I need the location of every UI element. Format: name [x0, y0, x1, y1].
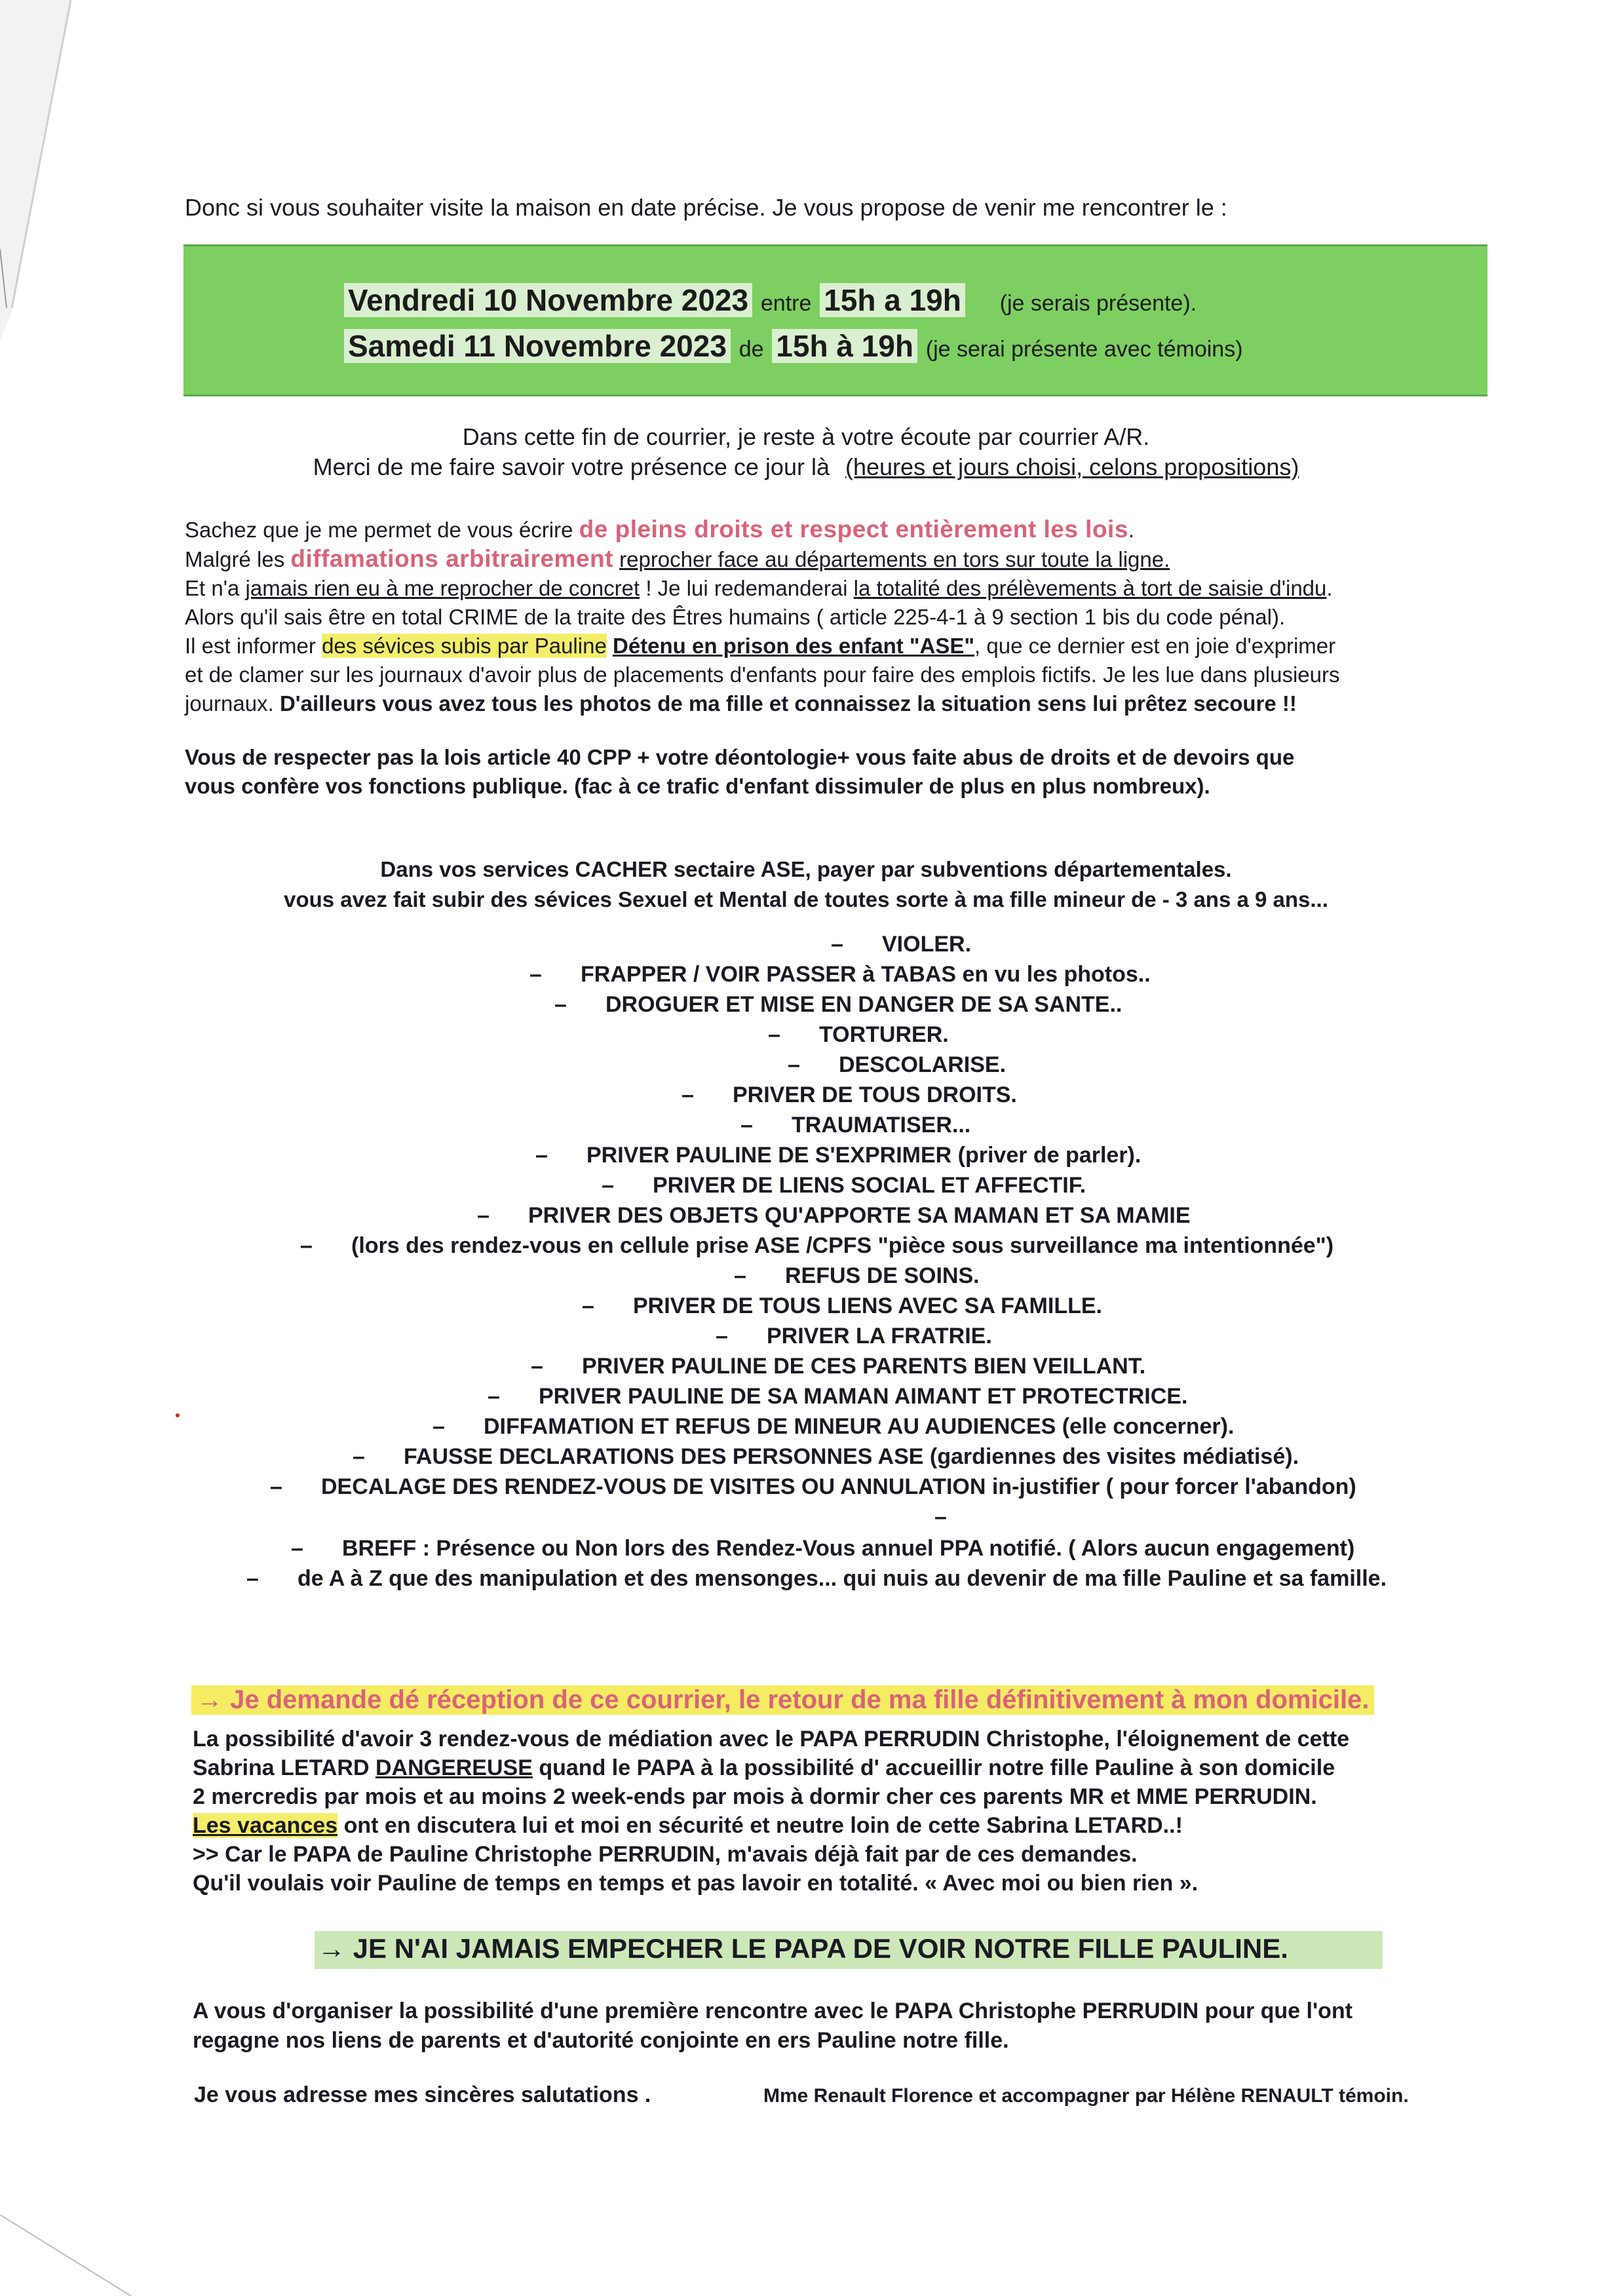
list-item: PRIVER DE TOUS DROITS.: [733, 1082, 1017, 1107]
demand-paragraph: [193, 1725, 1503, 1898]
demand-line4: [193, 1811, 1503, 1840]
list-item: DIFFAMATION ET REFUS DE MINEUR AU AUDIENCES (elle concerner).: [484, 1414, 1235, 1439]
list-item-dash: –: [602, 1173, 614, 1198]
list-item: PRIVER PAULINE DE CES PARENTS BIEN VEILLANT.: [582, 1354, 1146, 1379]
list-item: DROGUER ET MISE EN DANGER DE SA SANTE..: [605, 992, 1123, 1017]
para1-line3: [185, 574, 1495, 603]
list-item-dash: –: [477, 1203, 489, 1228]
list-item: FRAPPER / VOIR PASSER à TABAS en vu les photos..: [581, 962, 1151, 987]
underlined-text: DANGEREUSE: [375, 1755, 533, 1780]
list-item-dash: –: [246, 1566, 259, 1591]
list-item: PRIVER DE LIENS SOCIAL ET AFFECTIF.: [653, 1173, 1086, 1198]
list-item-dash: –: [488, 1384, 500, 1409]
para1-line2: [185, 545, 1495, 574]
para2-line2: vous confère vos fonctions publique. (fac à ce trafic d'enfant dissimuler de plus en plus nombreux).: [185, 774, 1210, 798]
date-line-saturday: [344, 328, 1243, 364]
list-item: PRIVER PAULINE DE SA MAMAN AIMANT ET PROTECTRICE.: [539, 1384, 1188, 1409]
list-item-dash: –: [768, 1022, 780, 1047]
signature-line: Mme Renault Florence et accompagner par Hélène RENAULT témoin.: [763, 2085, 1409, 2107]
list-item: TRAUMATISER...: [792, 1113, 971, 1138]
underlined-text: jamais rien eu à me reprocher de concret: [245, 576, 640, 600]
never-statement: → JE N'AI JAMAIS EMPECHER LE PAPA DE VOIR NOTRE FILLE PAULINE.: [318, 1933, 1288, 1964]
demand-line1: La possibilité d'avoir 3 rendez-vous de médiation avec le PAPA PERRUDIN Christophe, l'éloignement de cette: [193, 1727, 1350, 1751]
list-item: PRIVER LA FRATRIE.: [767, 1324, 992, 1349]
list-item-dash: –: [300, 1233, 313, 1258]
list-item-dash: –: [531, 1354, 543, 1379]
list-item-dash: –: [740, 1113, 753, 1138]
hours-friday: 15h a 19h: [820, 283, 965, 317]
closing-intro-line2-underlined: (heures et jours choisi, celons propositions): [845, 453, 1299, 480]
text-span: .: [1128, 518, 1135, 542]
final-paragraph: [193, 1997, 1503, 2056]
list-item: REFUS DE SOINS.: [785, 1263, 980, 1288]
list-item-dash: –: [432, 1414, 445, 1439]
list-item-dash: –: [529, 962, 542, 987]
date-friday-mid: entre: [760, 291, 812, 316]
demand-heading: → Je demande dé réception de ce courrier, le retour de ma fille définitivement à mon domicile.: [191, 1685, 1374, 1715]
list-item: FAUSSE DECLARATIONS DES PERSONNES ASE (gardiennes des visites médiatisé).: [404, 1444, 1299, 1469]
list-item: PRIVER DES OBJETS QU'APPORTE SA MAMAN ET SA MAMIE: [528, 1203, 1191, 1228]
list-item: PRIVER PAULINE DE S'EXPRIMER (priver de parler).: [586, 1143, 1142, 1168]
text-span: , que ce dernier est en joie d'exprimer: [974, 634, 1336, 658]
list-item-dash: –: [681, 1082, 694, 1107]
para1-line7: [185, 689, 1495, 718]
ink-speck: [176, 1413, 180, 1417]
list-item-dash: –: [788, 1052, 800, 1077]
list-item-dash: –: [716, 1324, 728, 1349]
para1-line1: [185, 515, 1495, 545]
demand-line5: >> Car le PAPA de Pauline Christophe PERRUDIN, m'avais déjà fait par de ces demandes.: [193, 1842, 1138, 1867]
note-saturday: (je serai présente avec témoins): [925, 337, 1243, 362]
list-item: de A à Z que des manipulation et des mensonges... qui nuis au devenir de ma fille Pauline et sa famille.: [297, 1566, 1387, 1591]
pink-emphasis: diffamations arbitrairement: [290, 545, 613, 572]
list-item-dash: –: [535, 1143, 548, 1168]
text-span: ont en discutera lui et moi en sécurité et neutre loin de cette Sabrina LETARD..!: [337, 1813, 1183, 1838]
date-line-friday: [344, 282, 1197, 318]
appointment-dates-box: [183, 244, 1487, 396]
list-item-dash: –: [734, 1263, 746, 1288]
text-span: Il est informer: [185, 634, 322, 658]
date-saturday: Samedi 11 Novembre 2023: [344, 329, 731, 363]
yellow-highlight: des sévices subis par Pauline: [322, 634, 607, 658]
scan-edge-shadow: [0, 0, 72, 341]
text-span: Sabrina LETARD: [193, 1755, 375, 1780]
para2-line1: Vous de respecter pas la lois article 40 CPP + votre déontologie+ vous faite abus de droits et de devoirs que: [185, 745, 1295, 769]
underlined-text: reprocher face au départements en tors sur toute la ligne.: [619, 547, 1170, 571]
paragraph-article-40: [185, 743, 1495, 801]
para1-line6: et de clamer sur les journaux d'avoir plus de placements d'enfants pour faire des emplois fictifs. Je les lue dans plusieurs: [185, 662, 1340, 687]
text-span: Sachez que je me permet de vous écrire: [185, 518, 579, 542]
list-item: BREFF : Présence ou Non lors des Rendez-Vous annuel PPA notifié. ( Alors aucun engagement): [342, 1536, 1355, 1561]
yellow-underlined-text: Les vacances: [193, 1813, 338, 1838]
text-span: [607, 634, 613, 658]
list-item-dash: –: [582, 1293, 594, 1318]
text-span: quand le PAPA à la possibilité d' accueillir notre fille Pauline à son domicile: [532, 1755, 1335, 1780]
list-item-dash: –: [554, 992, 567, 1017]
final-line1: A vous d'organiser la possibilité d'une première rencontre avec le PAPA Christophe PERRUDIN pour que l'ont: [193, 1999, 1353, 2023]
closing-intro-line1: Dans cette fin de courrier, je reste à votre écoute par courrier A/R.: [462, 423, 1150, 450]
paragraph-rights: [185, 515, 1495, 718]
services-line1: Dans vos services CACHER sectaire ASE, payer par subventions départementales.: [380, 857, 1232, 881]
demand-line2: [193, 1753, 1503, 1782]
date-saturday-mid: de: [739, 337, 764, 362]
list-item-dash: –: [270, 1474, 282, 1499]
text-span: [613, 547, 619, 571]
list-item: TORTURER.: [819, 1022, 949, 1047]
underlined-text: la totalité des prélèvements à tort de saisie d'indu: [853, 576, 1327, 600]
list-item: DECALAGE DES RENDEZ-VOUS DE VISITES OU ANNULATION in-justifier ( pour forcer l'abandon): [321, 1474, 1356, 1499]
salutation: Je vous adresse mes sincères salutations .: [194, 2082, 651, 2107]
list-item: VIOLER.: [882, 932, 972, 957]
text-span: Et n'a: [185, 576, 246, 600]
pink-emphasis: de pleins droits et respect entièrement les lois: [579, 516, 1128, 543]
underlined-bold-text: Détenu en prison des enfant "ASE": [612, 634, 975, 658]
list-item-dash: –: [353, 1444, 365, 1469]
text-span: journaux.: [185, 691, 280, 716]
scan-edge-corner: [0, 2215, 170, 2296]
text-span: ! Je lui redemanderai: [640, 576, 854, 600]
note-friday: (je serais présente).: [999, 291, 1197, 316]
para1-line4: Alors qu'il sais être en total CRIME de la traite des Êtres humains ( article 225-4-1 à 9 section 1 bis du code pénal).: [185, 605, 1286, 629]
hours-saturday: 15h à 19h: [772, 329, 917, 363]
para1-line5: [185, 632, 1495, 660]
list-item: (lors des rendez-vous en cellule prise ASE /CPFS "pièce sous surveillance ma intentionnée"): [351, 1233, 1334, 1258]
demand-line6: Qu'il voulais voir Pauline de temps en temps et pas lavoir en totalité. « Avec moi ou bien rien ».: [193, 1871, 1199, 1896]
text-span: .: [1326, 576, 1333, 600]
list-item-dash: –: [831, 932, 843, 957]
text-span: Malgré les: [185, 547, 291, 571]
closing-intro-line2-start: Merci de me faire savoir votre présence ce jour là: [313, 453, 830, 480]
list-item: DESCOLARISE.: [839, 1052, 1007, 1077]
closing-intro-line2: [0, 453, 1612, 481]
list-item: PRIVER DE TOUS LIENS AVEC SA FAMILLE.: [633, 1293, 1102, 1318]
list-item-dash: –: [291, 1536, 303, 1561]
final-line2: regagne nos liens de parents et d'autorité conjointe en ers Pauline notre fille.: [193, 2028, 1009, 2053]
demand-line3: 2 mercredis par mois et au moins 2 week-ends par mois à dormir cher ces parents MR et MME PERRUDIN.: [193, 1784, 1317, 1809]
intro-text: Donc si vous souhaiter visite la maison en date précise. Je vous propose de venir me rencontrer le :: [185, 194, 1227, 221]
bold-text: D'ailleurs vous avez tous les photos de ma fille et connaissez la situation sens lui prêtez secoure !!: [279, 691, 1297, 716]
date-friday: Vendredi 10 Novembre 2023: [344, 283, 752, 317]
services-line2: vous avez fait subir des sévices Sexuel et Mental de toutes sorte à ma fille mineur de - 3 ans a 9 ans...: [284, 887, 1328, 911]
list-item-dash: –: [934, 1504, 947, 1529]
